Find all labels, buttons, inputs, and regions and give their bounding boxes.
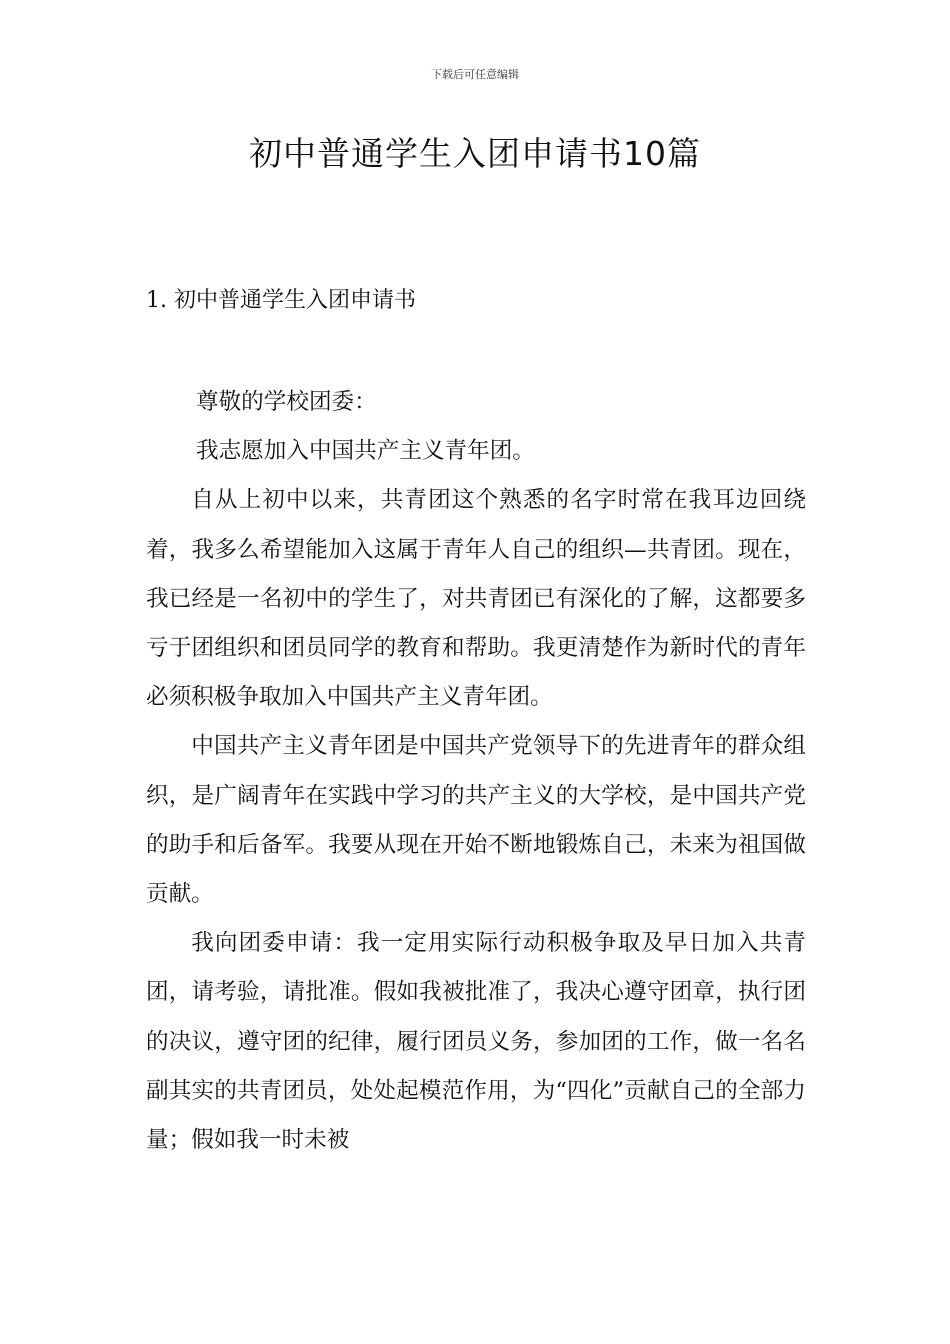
paragraph-1: 我志愿加入中国共产主义青年团。 — [196, 438, 535, 465]
section-heading: 1. 初中普通学生入团申请书 — [146, 288, 416, 313]
salutation: 尊敬的学校团委： — [196, 389, 377, 415]
document-title: 初中普通学生入团申请书10篇 — [249, 134, 701, 173]
paragraph-2: 自从上初中以来，共青团这个熟悉的名字时常在我耳边回绕着，我多么希望能加入这属于青年人自己的组织—共青团。现在，我已经是一名初中的学生了，对共青团已有深化的了解，这都要多亏于团组织和团员同学的教育和帮助。我更清楚作为新时代的青年必须积极争取加入中国共产主义青年团。 — [146, 487, 806, 711]
paragraph-4: 我向团委申请：我一定用实际行动积极争取及早日加入共青团，请考验，请批准。假如我被批准了，我决心遵守团章，执行团的决议，遵守团的纪律，履行团员义务，参加团的工作，做一名名副其实的共青团员，处处起模范作用，为“四化”贡献自己的全部力量；假如我一时未被 — [146, 930, 806, 1154]
header-note: 下载后可任意编辑 — [431, 68, 519, 81]
letter-body — [146, 378, 806, 1165]
paragraph-3: 中国共产主义青年团是中国共产党领导下的先进青年的群众组织，是广阔青年在实践中学习的共产主义的大学校，是中国共产党的助手和后备军。我要从现在开始不断地锻炼自己，未来为祖国做贡献。 — [146, 733, 806, 908]
